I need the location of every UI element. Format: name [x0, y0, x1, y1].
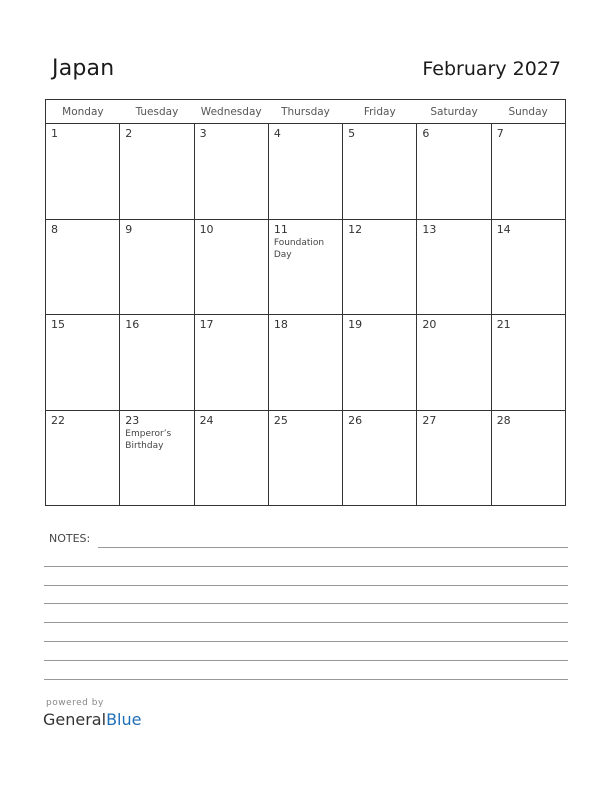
day-cell: [268, 219, 342, 315]
day-number: 4: [273, 127, 281, 140]
day-number: 9: [125, 222, 133, 236]
note-line: [44, 660, 568, 661]
day-number: 25: [273, 413, 288, 427]
day-number: 13: [422, 222, 437, 236]
day-number: 28: [496, 413, 511, 427]
day-cell: [120, 410, 194, 506]
note-line: [44, 603, 568, 604]
day-cell: [343, 219, 417, 315]
calendar-grid: [45, 99, 566, 506]
day-number: 26: [348, 413, 363, 427]
brand-logo: [43, 710, 141, 729]
notes-label: NOTES:: [49, 532, 91, 545]
day-number: 8: [51, 222, 58, 236]
weekday-header-row: [46, 100, 566, 124]
day-cell: [491, 410, 565, 506]
day-cell: [194, 219, 268, 315]
day-cell: [417, 410, 491, 506]
day-cell: [120, 124, 194, 220]
day-number: 21: [496, 318, 511, 331]
day-cell: [417, 315, 491, 411]
day-number: 1: [51, 127, 58, 140]
weekday-header: Monday: [46, 100, 120, 124]
day-number: 24: [199, 413, 214, 427]
brand-blue: Blue: [106, 710, 142, 729]
day-cell: [343, 124, 417, 220]
day-cell: [417, 124, 491, 220]
day-number: 14: [496, 222, 511, 236]
month-year-title: February 2027: [422, 58, 561, 80]
note-line: [44, 622, 568, 623]
powered-by-text: powered by: [46, 698, 104, 708]
note-line: [44, 566, 568, 567]
day-cell: [194, 315, 268, 411]
day-number: 5: [348, 127, 356, 140]
day-number: 17: [199, 318, 214, 331]
country-title: Japan: [52, 56, 115, 81]
day-number: 16: [125, 318, 140, 331]
day-number: 2: [125, 127, 133, 140]
day-cell: [491, 124, 565, 220]
week-row: [46, 410, 566, 506]
weekday-header: Tuesday: [120, 100, 194, 124]
day-cell: [194, 410, 268, 506]
holiday-label: Emperor’s Birthday: [125, 428, 172, 451]
day-number: 18: [273, 318, 288, 331]
day-number: 3: [199, 127, 207, 140]
weekday-header: Wednesday: [194, 100, 268, 124]
weekday-header: Friday: [343, 100, 417, 124]
weekday-header: Thursday: [268, 100, 342, 124]
note-line: [44, 679, 568, 680]
day-number: 23: [125, 413, 140, 427]
day-cell: [46, 315, 120, 411]
week-row: [46, 124, 566, 220]
holiday-label: Foundation Day: [273, 237, 325, 260]
week-row: [46, 219, 566, 315]
day-number: 27: [422, 413, 437, 427]
weekday-header: Sunday: [491, 100, 565, 124]
day-cell: [268, 124, 342, 220]
day-cell: [120, 219, 194, 315]
day-cell: [46, 410, 120, 506]
day-number: 20: [422, 318, 437, 331]
day-number: 11: [273, 222, 288, 236]
day-number: 10: [199, 222, 214, 236]
day-number: 15: [51, 318, 65, 331]
week-row: [46, 315, 566, 411]
day-cell: [46, 219, 120, 315]
day-cell: [46, 124, 120, 220]
day-number: 6: [422, 127, 430, 140]
day-cell: [491, 315, 565, 411]
day-cell: [120, 315, 194, 411]
day-cell: [417, 219, 491, 315]
note-line: [44, 585, 568, 586]
brand-general: General: [43, 710, 107, 729]
day-number: 22: [51, 413, 65, 427]
day-cell: [343, 410, 417, 506]
day-cell: [343, 315, 417, 411]
day-cell: [491, 219, 565, 315]
note-line: [44, 641, 568, 642]
weekday-header: Saturday: [417, 100, 491, 124]
day-cell: [268, 315, 342, 411]
day-cell: [268, 410, 342, 506]
day-number: 19: [348, 318, 363, 331]
day-number: 7: [496, 127, 504, 140]
day-number: 12: [348, 222, 363, 236]
note-line: [98, 547, 568, 548]
day-cell: [194, 124, 268, 220]
